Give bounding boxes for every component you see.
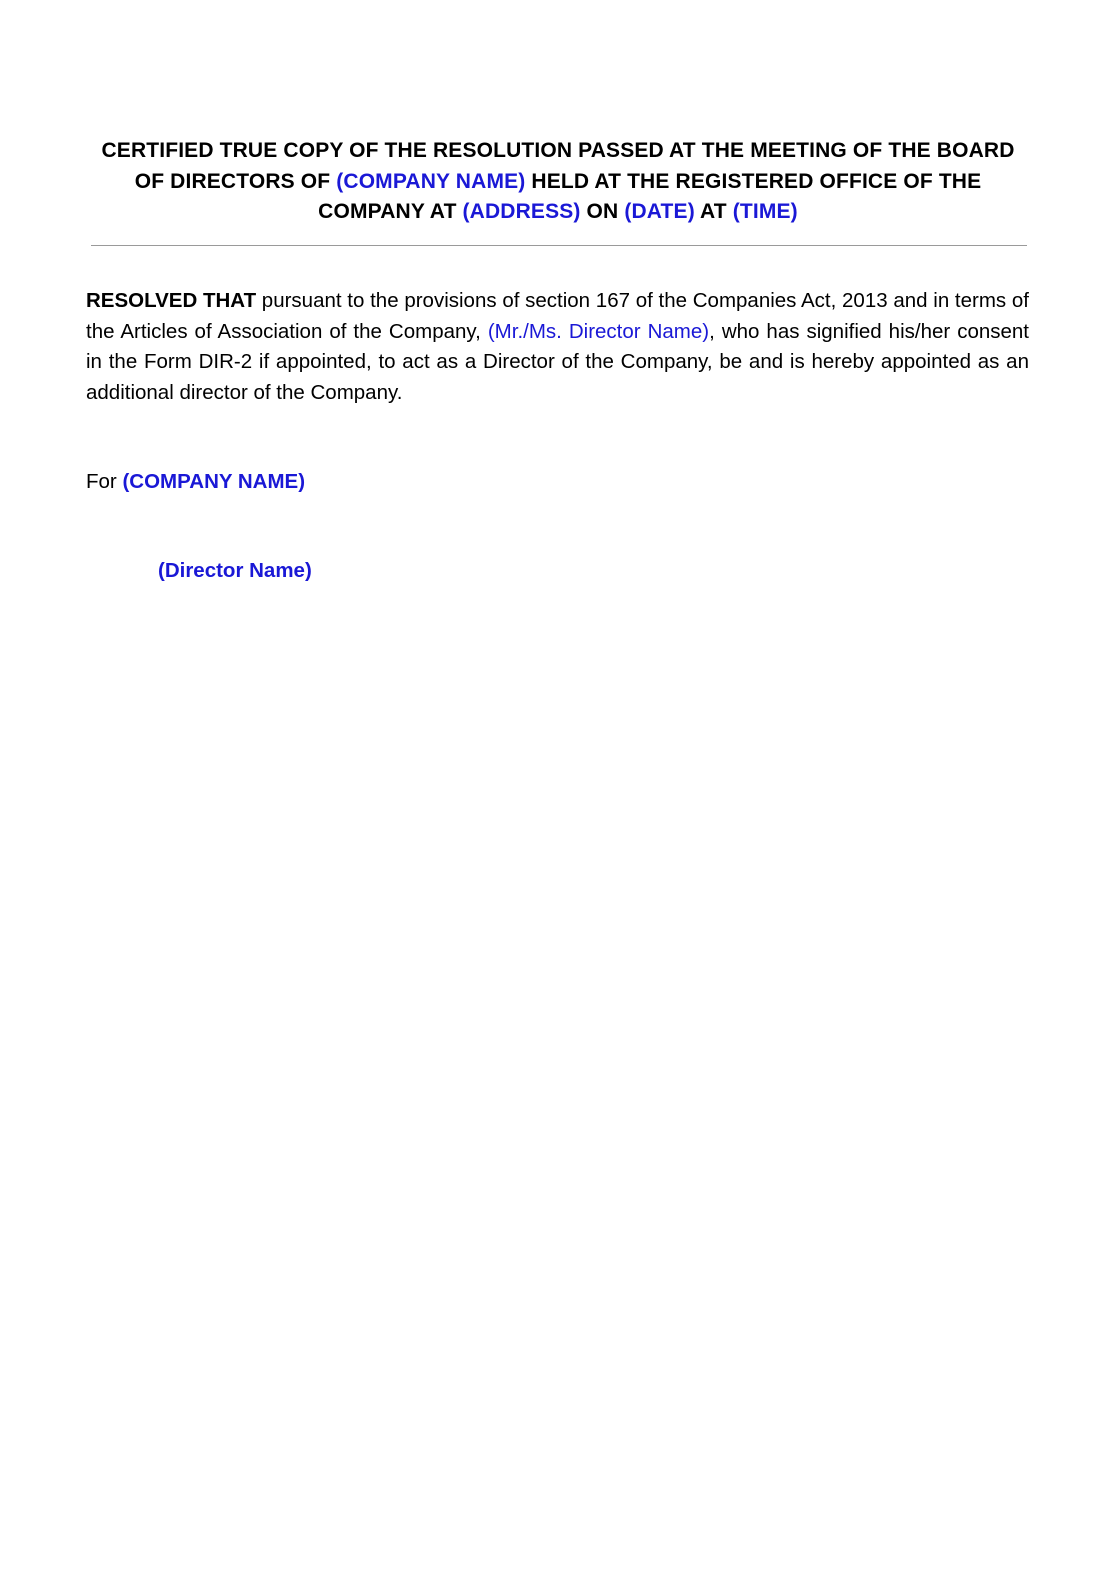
director-name-placeholder: (Mr./Ms. Director Name) bbox=[487, 319, 710, 343]
signatory-director-name: (Director Name) bbox=[158, 559, 312, 582]
heading-text-4: AT bbox=[694, 200, 733, 223]
heading-time-placeholder: (TIME) bbox=[732, 200, 798, 223]
resolution-text-1: pursuant to the provisions of section 167 of the Companies Act, 2013 and in terms of the Articles of Association of the Company, bbox=[86, 289, 1029, 343]
resolution-heading bbox=[90, 136, 1026, 228]
resolution-text-2: , who has signified his/her consent in the Form DIR-2 if appointed, to act as a Director of the Company, be and is hereby appointed as an additional director of the Company. bbox=[86, 319, 1029, 404]
heading-date-placeholder: (DATE) bbox=[624, 200, 695, 223]
signature-company-placeholder: (COMPANY NAME) bbox=[122, 470, 306, 493]
heading-text-3: ON bbox=[580, 200, 625, 223]
heading-address-placeholder: (ADDRESS) bbox=[462, 200, 581, 223]
heading-company-placeholder: (COMPANY NAME) bbox=[336, 169, 526, 193]
heading-divider bbox=[91, 245, 1027, 246]
heading-text-1: CERTIFIED TRUE COPY OF THE RESOLUTION PASSED AT THE MEETING OF THE BOARD OF DIRECTORS OF bbox=[101, 139, 1015, 193]
signature-company-line bbox=[86, 467, 305, 497]
heading-text-2: HELD AT THE REGISTERED OFFICE OF THE COMPANY AT bbox=[318, 169, 982, 223]
for-label: For bbox=[86, 470, 117, 493]
resolution-paragraph bbox=[86, 286, 1029, 408]
resolved-that-lead: RESOLVED THAT bbox=[86, 289, 257, 312]
